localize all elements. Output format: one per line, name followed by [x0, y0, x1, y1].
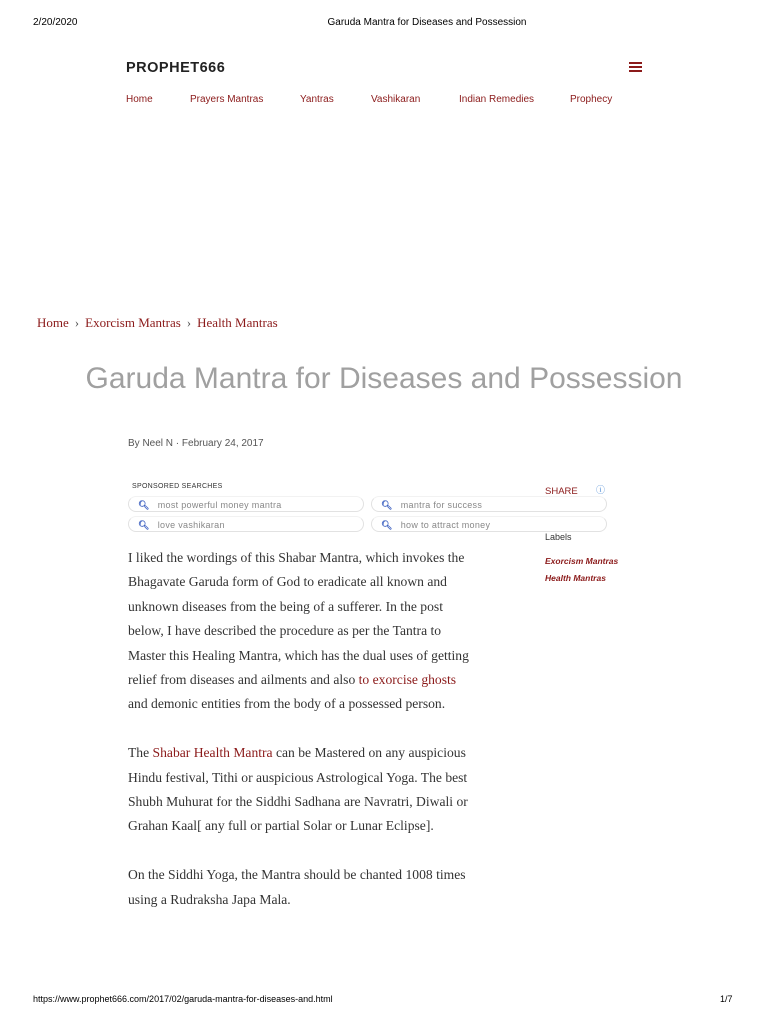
paragraph: [128, 546, 478, 717]
search-icon: 🔍︎: [381, 520, 393, 530]
print-title: Garuda Mantra for Diseases and Possession: [327, 17, 527, 28]
chevron-right-icon: ›: [74, 315, 80, 330]
labels-heading: Labels: [545, 532, 572, 542]
shabar-health-mantra-link[interactable]: Shabar Health Mantra: [152, 745, 273, 761]
search-text: mantra for success: [400, 500, 483, 510]
sponsored-search[interactable]: [128, 516, 364, 532]
nav-yantras[interactable]: Yantras: [300, 94, 334, 105]
breadcrumb: [37, 315, 278, 331]
chevron-right-icon: ›: [186, 315, 192, 330]
text: The: [128, 745, 153, 761]
nav-indian-remedies[interactable]: Indian Remedies: [459, 94, 535, 105]
nav-home[interactable]: Home: [126, 94, 153, 105]
search-text: love vashikaran: [157, 520, 225, 530]
page-title: Garuda Mantra for Diseases and Possession: [85, 362, 683, 395]
sponsored-search[interactable]: [371, 516, 607, 532]
share-button[interactable]: SHARE: [545, 486, 578, 497]
exorcise-ghosts-link[interactable]: to exorcise ghosts: [358, 672, 457, 688]
nav-vashikaran[interactable]: Vashikaran: [371, 94, 421, 105]
sponsored-search[interactable]: [128, 496, 364, 512]
nav-prayers-mantras[interactable]: Prayers Mantras: [190, 94, 264, 105]
label-link[interactable]: Exorcism Mantras: [545, 556, 619, 566]
search-text: how to attract money: [400, 520, 491, 530]
info-icon[interactable]: ⓘ: [596, 485, 606, 495]
article-body: [128, 546, 478, 936]
print-date: 2/20/2020: [33, 17, 78, 28]
hamburger-icon[interactable]: [629, 62, 642, 74]
search-icon: 🔍︎: [138, 500, 150, 510]
label-link[interactable]: Health Mantras: [545, 573, 606, 583]
text: and demonic entities from the body of a possessed person.: [128, 696, 446, 712]
breadcrumb-health-mantras[interactable]: Health Mantras: [197, 315, 278, 330]
sponsored-label: SPONSORED SEARCHES: [132, 483, 223, 490]
site-logo[interactable]: PROPHET666: [126, 60, 226, 76]
sponsored-search[interactable]: [371, 496, 607, 512]
nav-prophecy[interactable]: Prophecy: [570, 94, 613, 105]
page-number: 1/7: [720, 994, 733, 1004]
text: can be Mastered on any auspicious Hindu festival, Tithi or auspicious Astrological Yoga. The best Shubh Muhurat for the Siddhi Sadhana are Navratri, Diwali or Grahan Kaal[ any full or partial Solar or Lunar Eclipse].: [128, 745, 468, 834]
paragraph: On the Siddhi Yoga, the Mantra should be chanted 1008 times using a Rudraksha Japa Mala.: [128, 867, 466, 907]
text: I liked the wordings of this Shabar Mantra, which invokes the Bhagavate Garuda form of God to eradicate all known and unknown diseases from the being of a sufferer. In the post below, I have described the procedure as per the Tantra to Master this Healing Mantra, which has the dual uses of getting relief from diseases and ailments and also: [128, 550, 469, 688]
print-url: https://www.prophet666.com/2017/02/garuda-mantra-for-diseases-and.html: [33, 994, 333, 1004]
search-icon: 🔍︎: [381, 500, 393, 510]
paragraph: [128, 741, 478, 839]
breadcrumb-exorcism-mantras[interactable]: Exorcism Mantras: [85, 315, 181, 330]
breadcrumb-home[interactable]: Home: [37, 315, 69, 330]
byline: By Neel N · February 24, 2017: [128, 438, 264, 449]
search-icon: 🔍︎: [138, 520, 150, 530]
search-text: most powerful money mantra: [157, 500, 282, 510]
